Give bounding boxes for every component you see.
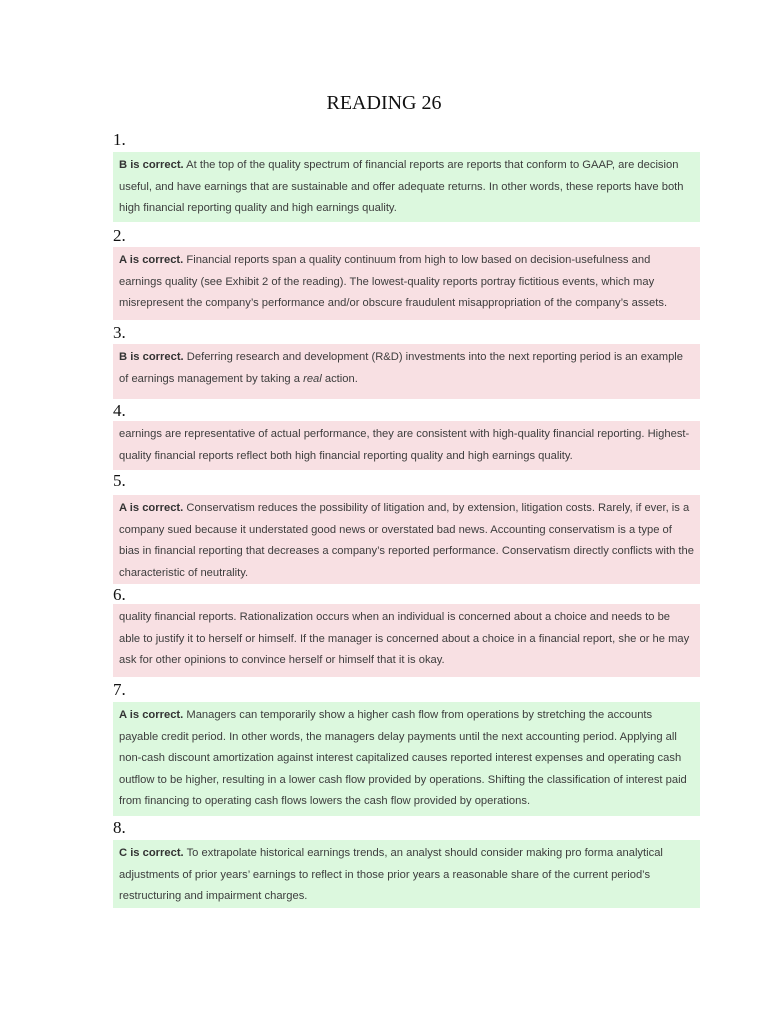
answer-box-2 bbox=[113, 247, 700, 320]
answer-text-7: Managers can temporarily show a higher cash flow from operations by stretching the accounts payable credit period. In other words, the managers delay payments until the next accounting period. Applying all non-cash discount amortization against interest capitalized causes reported interest expenses and operating cash outflow to be higher, resulting in a lower cash flow provided by operations. Shifting the classification of interest paid from financing to operating cash flows lowers the cash flow provided by operations. bbox=[119, 709, 687, 807]
answer-lead-8: C is correct. bbox=[119, 847, 184, 859]
answer-text-5: Conservatism reduces the possibility of litigation and, by extension, litigation costs. Rarely, if ever, is a company sued because it understated good news or overstated bad news. Accounting conservatism is a type of bias in financial reporting that decreases a company’s reported performance. Conservatism directly conflicts with the characteristic of neutrality. bbox=[119, 502, 694, 579]
answer-text-4: earnings are representative of actual performance, they are consistent with high-quality financial reporting. Highest-quality financial reports reflect both high financial reporting quality and high earnings quality. bbox=[119, 428, 690, 462]
item-number-8: 8. bbox=[113, 818, 126, 837]
answer-lead-3: B is correct. bbox=[119, 351, 184, 363]
item-number-2: 2. bbox=[113, 226, 126, 245]
answer-text-2: Financial reports span a quality continuum from high to low based on decision-usefulness and earnings quality (see Exhibit 2 of the reading). The lowest-quality reports portray fictitious events, which may misrepresent the company’s performance and/or obscure fraudulent misappropriation of the company’s assets. bbox=[119, 254, 668, 309]
answer-lead-5: A is correct. bbox=[119, 502, 184, 514]
answer-text-6: quality financial reports. Rationalization occurs when an individual is concerned about a choice and needs to be able to justify it to herself or himself. If the manager is concerned about a choice in a financial report, she or he may ask for other opinions to convince herself or himself that it is okay. bbox=[119, 611, 690, 666]
answer-box-5 bbox=[113, 495, 700, 584]
answer-text-3: Deferring research and development (R&D) investments into the next reporting period is an example of earnings management by taking a bbox=[119, 351, 684, 385]
answer-text-8: To extrapolate historical earnings trends, an analyst should consider making pro forma analytical adjustments of prior years’ earnings to reflect in those prior years a reasonable share of the current period’s restructuring and impairment charges. bbox=[119, 847, 663, 902]
answer-after-3: action. bbox=[321, 372, 358, 385]
item-number-5: 5. bbox=[113, 471, 126, 490]
item-number-1: 1. bbox=[113, 130, 126, 149]
answer-box-4 bbox=[113, 421, 700, 470]
answer-box-1 bbox=[113, 152, 700, 222]
answer-lead-2: A is correct. bbox=[119, 254, 184, 266]
item-number-3: 3. bbox=[113, 323, 126, 342]
item-number-4: 4. bbox=[113, 401, 126, 420]
answer-lead-1: B is correct. bbox=[119, 159, 184, 171]
answer-box-7 bbox=[113, 702, 700, 816]
answer-box-8 bbox=[113, 840, 700, 908]
answer-lead-7: A is correct. bbox=[119, 709, 184, 721]
answer-text-1: At the top of the quality spectrum of financial reports are reports that conform to GAAP, are decision useful, and have earnings that are sustainable and offer adequate returns. In other words, these reports have both high financial reporting quality and high earnings quality. bbox=[119, 159, 684, 214]
answer-italic-3: real bbox=[303, 372, 322, 385]
item-number-7: 7. bbox=[113, 680, 126, 699]
answer-box-6 bbox=[113, 604, 700, 677]
answer-box-3 bbox=[113, 344, 700, 399]
item-number-6: 6. bbox=[113, 585, 126, 604]
page-title: READING 26 bbox=[326, 92, 442, 114]
